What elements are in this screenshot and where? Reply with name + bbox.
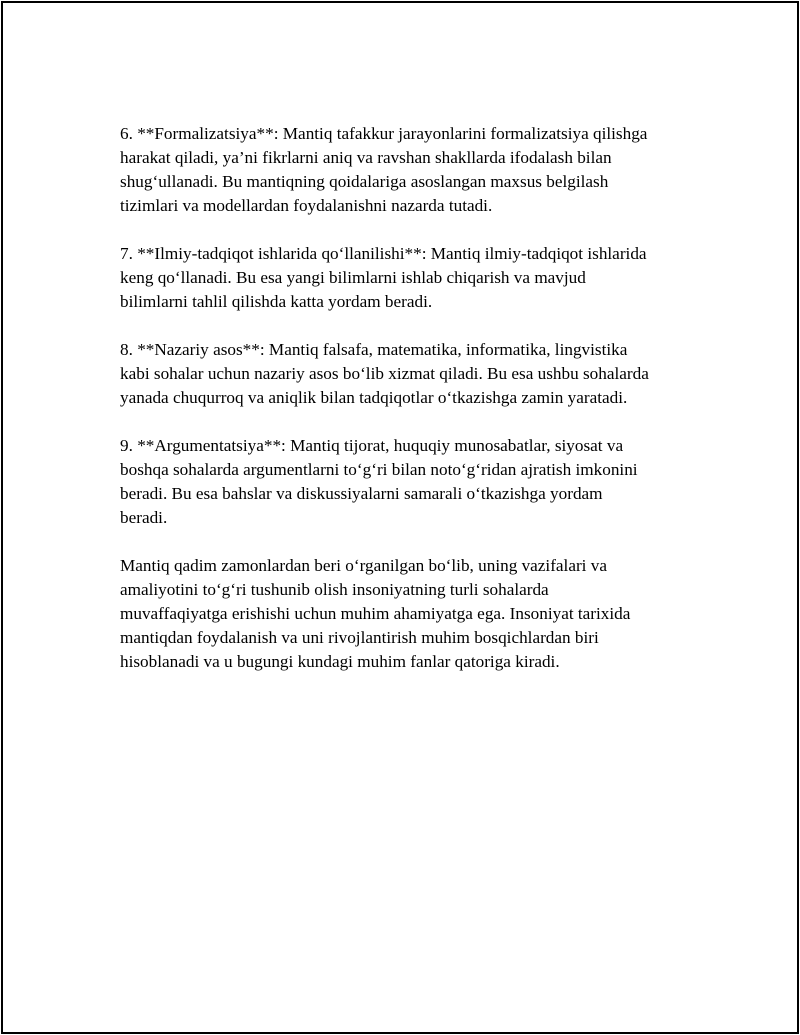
paragraph-formalizatsiya <box>120 122 700 218</box>
text-line: 8. **Nazariy asos**: Mantiq falsafa, matematika, informatika, lingvistika <box>120 340 628 359</box>
text-line: amaliyotini to‘g‘ri tushunib olish insoniyatning turli sohalarda <box>120 580 549 599</box>
paragraph-ilmiy-tadqiqot <box>120 242 700 314</box>
text-line: tizimlari va modellardan foydalanishni nazarda tutadi. <box>120 196 493 215</box>
text-line: shug‘ullanadi. Bu mantiqning qoidalariga asoslangan maxsus belgilash <box>120 172 609 191</box>
text-line: boshqa sohalarda argumentlarni to‘g‘ri bilan noto‘g‘ridan ajratish imkonini <box>120 460 638 479</box>
text-line: bilimlarni tahlil qilishda katta yordam beradi. <box>120 292 433 311</box>
text-line: muvaffaqiyatga erishishi uchun muhim ahamiyatga ega. Insoniyat tarixida <box>120 604 631 623</box>
text-line: 6. **Formalizatsiya**: Mantiq tafakkur jarayonlarini formalizatsiya qilishga <box>120 124 648 143</box>
paragraph-conclusion <box>120 554 700 674</box>
text-line: Mantiq qadim zamonlardan beri o‘rganilgan bo‘lib, uning vazifalari va <box>120 556 607 575</box>
paragraph-argumentatsiya <box>120 434 700 530</box>
text-line: beradi. Bu esa bahslar va diskussiyalarni samarali o‘tkazishga yordam <box>120 484 603 503</box>
page-frame <box>1 1 799 1034</box>
paragraph-nazariy-asos <box>120 338 700 410</box>
text-line: 7. **Ilmiy-tadqiqot ishlarida qo‘llanilishi**: Mantiq ilmiy-tadqiqot ishlarida <box>120 244 647 263</box>
text-line: hisoblanadi va u bugungi kundagi muhim fanlar qatoriga kiradi. <box>120 652 560 671</box>
text-line: keng qo‘llanadi. Bu esa yangi bilimlarni ishlab chiqarish va mavjud <box>120 268 586 287</box>
text-line: beradi. <box>120 508 168 527</box>
text-line: mantiqdan foydalanish va uni rivojlantirish muhim bosqichlardan biri <box>120 628 599 647</box>
text-line: harakat qiladi, ya’ni fikrlarni aniq va ravshan shakllarda ifodalash bilan <box>120 148 612 167</box>
text-line: kabi sohalar uchun nazariy asos bo‘lib xizmat qiladi. Bu esa ushbu sohalarda <box>120 364 649 383</box>
text-line: 9. **Argumentatsiya**: Mantiq tijorat, huquqiy munosabatlar, siyosat va <box>120 436 624 455</box>
text-line: yanada chuqurroq va aniqlik bilan tadqiqotlar o‘tkazishga zamin yaratadi. <box>120 388 628 407</box>
document-body <box>120 122 700 698</box>
